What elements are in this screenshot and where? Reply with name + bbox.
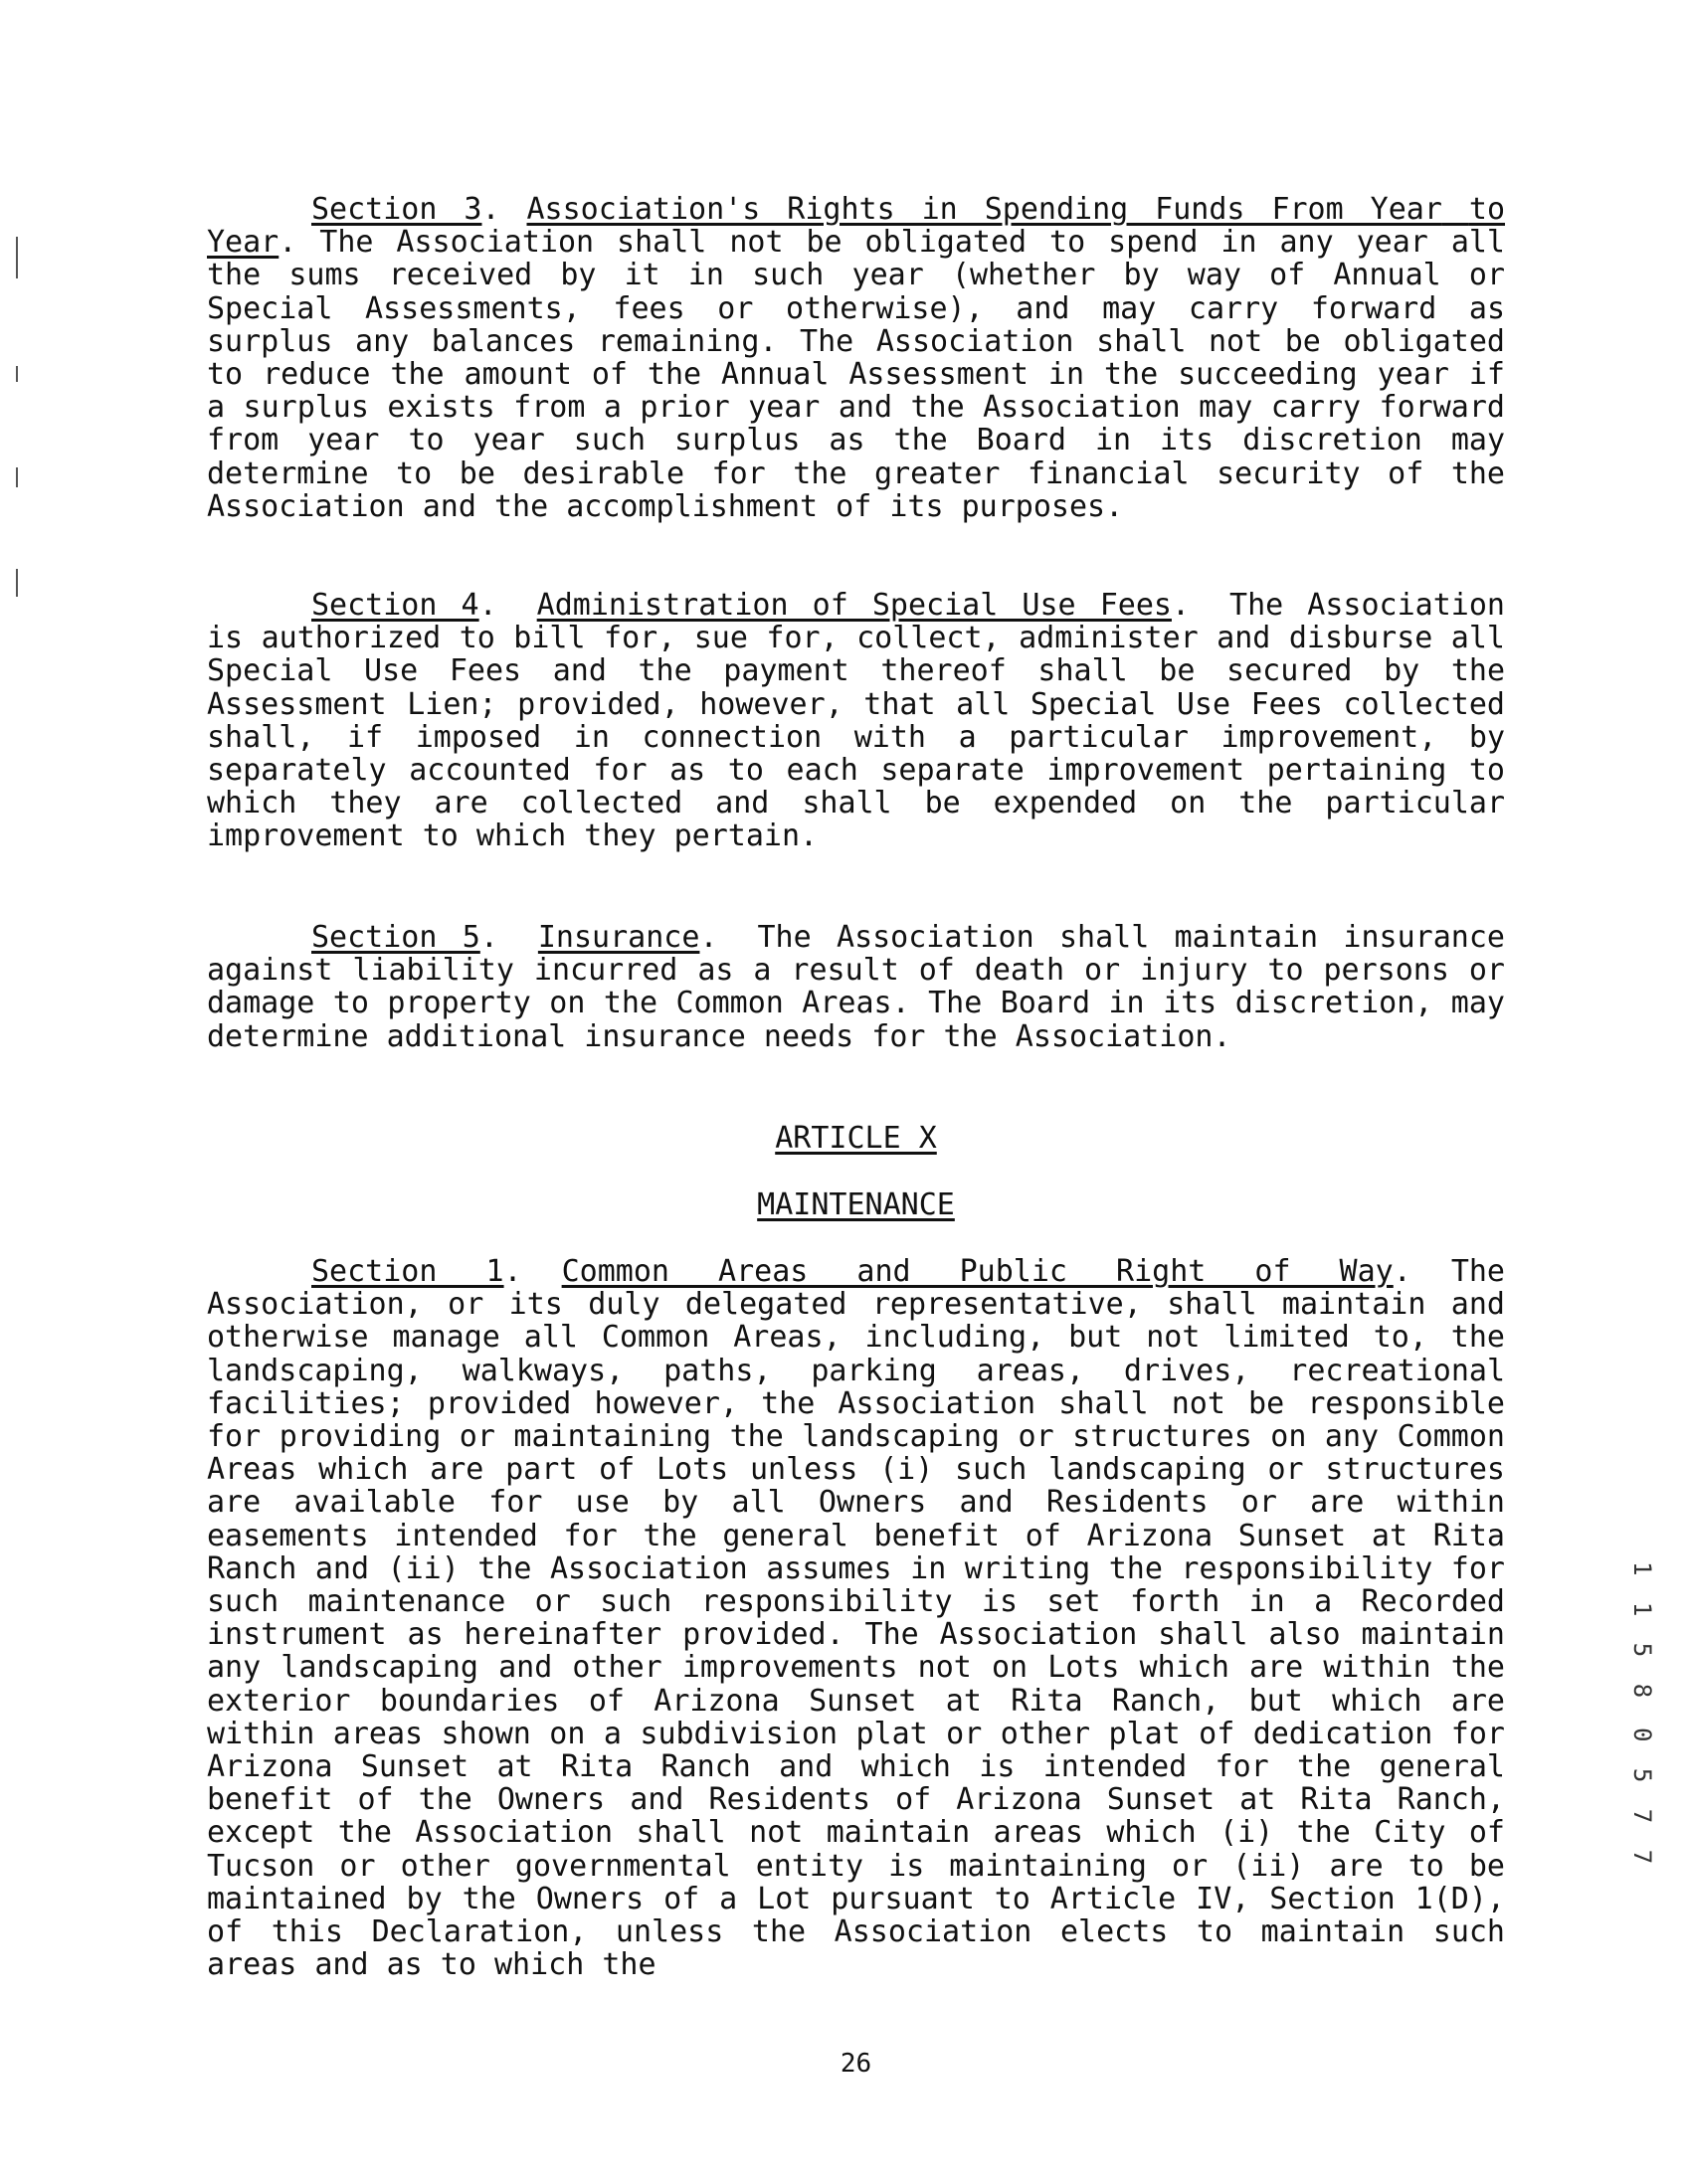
- article-section-1-body: The Association, or its duly delegated representative, shall maintain and otherwise manage all Common Areas, including, but not limited to, the landscaping, walkways, paths, parking areas, drives, recreational facilities; provided however, the Association shall not be responsible for providing or maintaining the landscaping or structures on any Common Areas which are part of Lots unless (i) such landscaping or structures are available for use by all Owners and Residents or are within easements intended for the general benefit of Arizona Sunset at Rita Ranch and (ii) the Association assumes in writing the responsibility for such maintenance or such responsibility is set forth in a Recorded instrument as hereinafter provided. The Association shall also maintain any landscaping and other improvements not on Lots which are within the exterior boundaries of Arizona Sunset at Rita Ranch, but which are within areas shown on a subdivision plat or other plat of dedication for Arizona Sunset at Rita Ranch and which is intended for the general benefit of the Owners and Residents of Arizona Sunset at Rita Ranch, except the Association shall not maintain areas which (i) the City of Tucson or other governmental entity is maintaining or (ii) are to be maintained by the Owners of a Lot pursuant to Article IV, Section 1(D), of this Declaration, unless the Association elects to maintain such areas and as to which the: [207, 1254, 1505, 1983]
- article-title: MAINTENANCE: [757, 1187, 955, 1222]
- section-4-label: Section 4: [311, 588, 479, 623]
- section-4-title: Administration of Special Use Fees: [536, 588, 1172, 623]
- article-section-1-label: Section 1: [311, 1254, 504, 1289]
- section-5-label: Section 5: [311, 920, 480, 955]
- margin-mark: [16, 467, 18, 487]
- section-3-label: Section 3: [311, 192, 482, 227]
- section-3-title-line-1: Association's Rights in Spending Funds From Year: [526, 192, 1442, 227]
- page-number: 26: [840, 2049, 872, 2079]
- article-section-1-title: Common Areas and Public Right of Way: [561, 1254, 1394, 1289]
- recording-stamp-line-1: 1 1 5 8: [1628, 1561, 1656, 1705]
- margin-mark: [16, 237, 18, 278]
- margin-mark: [16, 569, 18, 597]
- margin-mark: [16, 366, 18, 382]
- article-section-1-paragraph: Section 1. Common Areas and Public Right of Way. The Association, or its duly delegated representative, shall maintain and otherwise manage all Common Areas, including, but not limited to, the landscaping, walkways, paths, parking areas, drives, recreational facilities; provided however, the Association shall not be responsible for providing or maintaining the landscaping or structures on any Common Areas which are part of Lots unless (i) such landscaping or structures are available for use by all Owners and Residents or are within easements intended for the general benefit of Arizona Sunset at Rita Ranch and (ii) the Association assumes in writing the responsibility for such maintenance or such responsibility is set forth in a Recorded instrument as hereinafter provided. The Association shall also maintain any landscaping and other improvements not on Lots which are within the exterior boundaries of Arizona Sunset at Rita Ranch, but which are within areas shown on a subdivision plat or other plat of dedication for Arizona Sunset at Rita Ranch and which is intended for the general benefit of the Owners and Residents of Arizona Sunset at Rita Ranch, except the Association shall not maintain areas which (i) the City of Tucson or other governmental entity is maintaining or (ii) are to be maintained by the Owners of a Lot pursuant to Article IV, Section 1(D), of this Declaration, unless the Association elects to maintain such areas and as to which the: [207, 1254, 1505, 1983]
- section-3-paragraph: Section 3. Association's Rights in Spending Funds From Year to Year. The Association shall not be obligated to spend in any year all the sums received by it in such year (whether by way of Annual or Special Assessments, fees or otherwise), and may carry forward as surplus any balances remaining. The Association shall not be obligated to reduce the amount of the Annual Assessment in the succeeding year if a surplus exists from a prior year and the Association may carry forward from year to year such surplus as the Board in its discretion may determine to be desirable for the greater financial security of the Association and the accomplishment of its purposes.: [207, 192, 1506, 524]
- section-5-paragraph: Section 5. Insurance. The Association shall maintain insurance against liability incurred as a result of death or injury to persons or damage to property on the Common Areas. The Board in its discretion, may determine additional insurance needs for the Association.: [207, 920, 1505, 1054]
- section-4-body: The Association is authorized to bill for, sue for, collect, administer and disburse all Special Use Fees and the payment thereof shall be secured by the Assessment Lien; provided, however, that all Special Use Fees collected shall, if imposed in connection with a particular improvement, by separately accounted for as to each separate improvement pertaining to which they are collected and shall be expended on the particular improvement to which they pertain.: [207, 588, 1505, 854]
- recording-stamp-line-2: 0 5 7 7: [1628, 1728, 1656, 1871]
- section-3-body: The Association shall not be obligated to spend in any year all the sums received by it in such year (whether by way of Annual or Special Assessments, fees or otherwise), and may carry forward as surplus any balances remaining. The Association shall not be obligated to reduce the amount of the Annual Assessment in the succeeding year if a surplus exists from a prior year and the Association may carry forward from year to year such surplus as the Board in its discretion may determine to be desirable for the greater financial security of the Association and the accomplishment of its purposes.: [207, 225, 1505, 524]
- section-5-body: The Association shall maintain insurance against liability incurred as a result of death or injury to persons or damage to property on the Common Areas. The Board in its discretion, may determine additional insurance needs for the Association.: [207, 920, 1505, 1054]
- section-4-paragraph: Section 4. Administration of Special Use Fees. The Association is authorized to bill for, sue for, collect, administer and disburse all Special Use Fees and the payment thereof shall be secured by the Assessment Lien; provided, however, that all Special Use Fees collected shall, if imposed in connection with a particular improvement, by separately accounted for as to each separate improvement pertaining to which they are collected and shall be expended on the particular improvement to which they pertain.: [207, 588, 1505, 854]
- recording-stamp: [1619, 1561, 1656, 1871]
- section-3-title-line-2: to Year: [207, 192, 1506, 261]
- article-number: ARTICLE X: [775, 1121, 937, 1156]
- section-5-title: Insurance: [537, 920, 700, 955]
